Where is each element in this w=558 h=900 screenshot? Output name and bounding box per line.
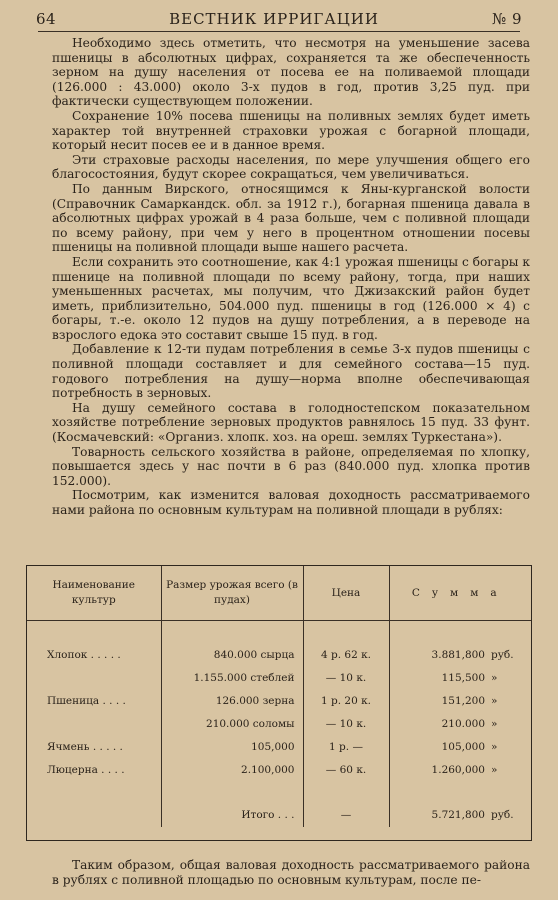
table-spacer-row [27,781,531,803]
col-header-price: Цена [303,566,389,621]
continuation-text [52,858,530,887]
paragraph: Эти страховые расходы населения, по мере улучшения общего его благосостояния, будут скорее сокращаться, чем увеличиваться. [52,152,530,182]
paragraph: Добавление к 12-ти пудам потребления в семье 3-х пудов пшеницы с поливной площади составляет и для семейного состава—15 пуд. годового потребления на душу—норма вполне обеспечивающая потребность в зерновых. [52,342,530,401]
paragraph: По данным Вирского, относящимся к Яны-курганской волости (Справочник Самаркандск. обл. за 1912 г.), богарная пшеница давала в абсолютных цифрах урожай в 4 раза больше, чем с поливной площади по всему району, при чем у него в процентном отношении посевы пшеницы на поливной площади выше нашего расчета. [52,181,530,255]
col-header-name: Наименование культур [27,566,161,621]
table-row: Люцерна . . . . 2.100,000 — 60 к. 1.260,000 » [27,758,531,781]
paragraph: Если сохранить это соотношение, как 4:1 урожая пшеницы с богары к пшенице на поливной площади по всему району, тогда, при наших уменьшенных расчетах, мы получим, что Джизакский район будет иметь, приблизительно, 504.000 пуд. пшеницы в год (126.000 × 4) с богары, т.-е. около 12 пудов на душу потребления, а в переводе на взрослого едока это составит свыше 15 пуд. в год. [52,254,530,342]
paragraph: На душу семейного состава в голодностепском показательном хозяйстве потребление зерновых продуктов равнялось 15 пуд. 33 фунт. (Космачевский: «Организ. хлопк. хоз. на ореш. землях Туркестана»). [52,400,530,445]
issue-number: № 9 [491,10,522,28]
table-row: 210.000 соломы — 10 к. 210.000 » [27,712,531,735]
col-header-sum: Сумма [389,566,531,621]
paragraph: Посмотрим, как изменится валовая доходность рассматриваемого нами района по основным культурам на поливной площади в рублях: [52,488,530,517]
table-spacer-row [27,621,531,644]
paragraph: Необходимо здесь отметить, что несмотря на уменьшение засева пшеницы в абсолютных цифрах, сохраняется та же обеспеченность зерном на душу населения от посева ее на поливаемой площади (126.000 : 43.000) около 3-х пудов в год, против 3,25 пуд. при фактически существующем положении. [52,36,530,109]
income-table [26,565,532,841]
journal-title: ВЕСТНИК ИРРИГАЦИИ [169,10,379,28]
table-row: Пшеница . . . . 126.000 зерна 1 р. 20 к. 151,200 » [27,689,531,712]
table-row: Хлопок . . . . . 840.000 сырца 4 р. 62 к. 3.881,800 руб. [27,643,531,666]
page-header [36,8,522,30]
table-row: 1.155.000 стеблей — 10 к. 115,500 » [27,666,531,689]
paragraph: Сохранение 10% посева пшеницы на поливных землях будет иметь характер той внутренней страховки урожая с богарной площади, который несит посев ее и в данное время. [52,108,530,153]
col-header-size: Размер урожая всего (в пудах) [161,566,303,621]
paragraph: Товарность сельского хозяйства в районе, определяемая по хлопку, повышается здесь у нас почти в 6 раз (840.000 пуд. хлопка против 152.000). [52,444,530,488]
paragraph: Таким образом, общая валовая доходность рассматриваемого района в рублях с поливной площадью по основным культурам, после пе- [52,858,530,887]
table-total-row: Итого . . . — 5.721,800 руб. [27,803,531,827]
page-number: 64 [36,10,57,28]
header-rule [38,31,520,32]
article-body [52,36,530,518]
table-row: Ячмень . . . . . 105,000 1 р. — 105,000 » [27,735,531,758]
